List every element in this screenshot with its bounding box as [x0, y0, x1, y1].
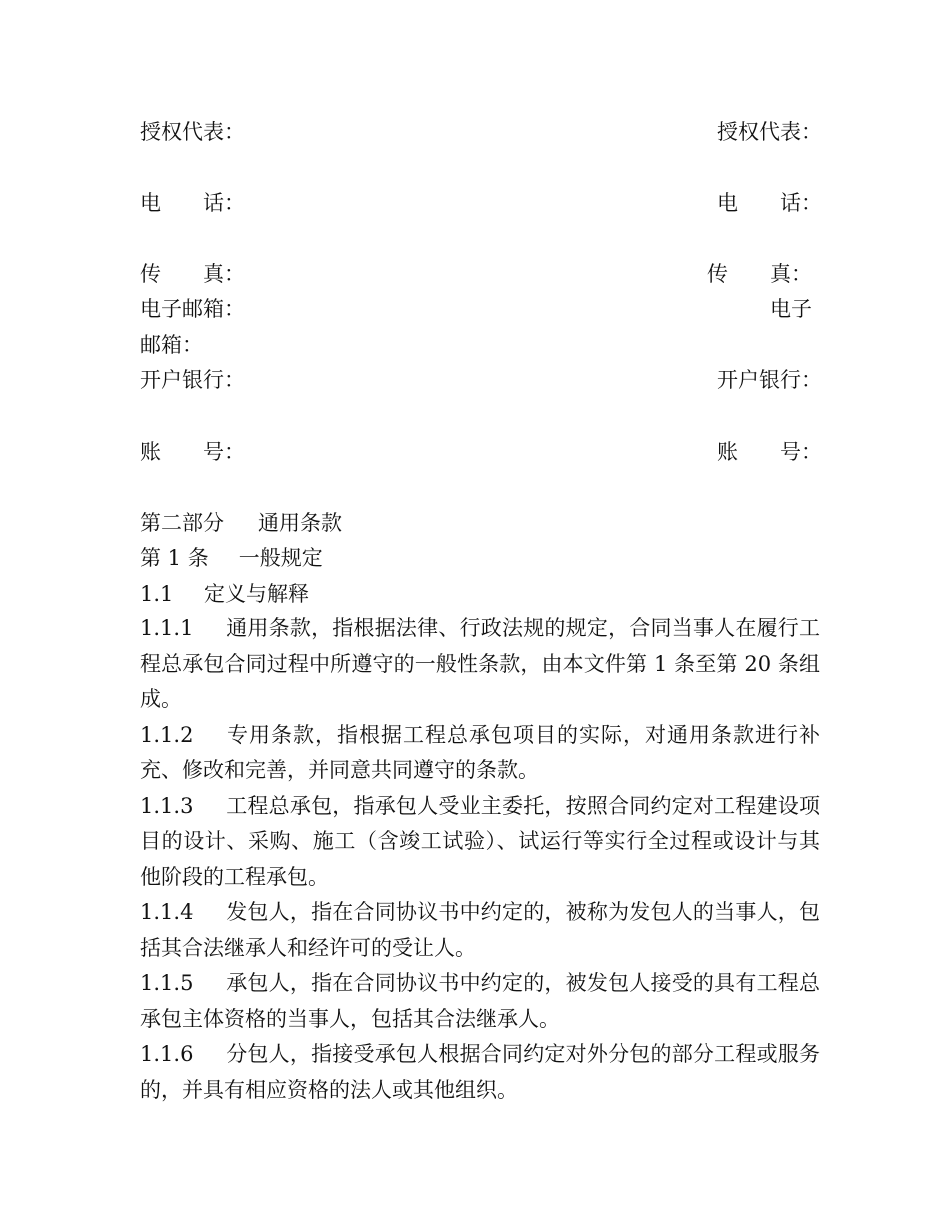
- fax-label-left: 传 真：: [140, 262, 245, 286]
- clause-text: 承包人，指在合同协议书中约定的，被发包人接受的具有工程总承包主体资格的当事人，包括其合法继承人。: [140, 971, 820, 1031]
- clause-number: 1.1.4: [140, 900, 194, 924]
- clause: [140, 966, 820, 1037]
- phone-label-right: 电 话：: [717, 191, 822, 215]
- article-number: 第 1 条: [140, 546, 209, 570]
- section-number: 1.1: [140, 582, 174, 606]
- section-heading: [140, 576, 309, 612]
- fax-label-right: 传 真：: [707, 262, 812, 286]
- clause-number: 1.1.1: [140, 616, 194, 640]
- bank-label-right: 开户银行：: [717, 368, 822, 392]
- email-label-right-part1: 电子: [770, 297, 812, 321]
- clause: [140, 895, 820, 966]
- clause-text: 通用条款，指根据法律、行政法规的规定，合同当事人在履行工程总承包合同过程中所遵守的一般性条款，由本文件第 1 条至第 20 条组成。: [140, 616, 820, 711]
- email-label-continuation: 邮箱：: [140, 333, 203, 357]
- clause: [140, 1037, 820, 1108]
- clause-text: 分包人，指接受承包人根据合同约定对外分包的部分工程或服务的，并具有相应资格的法人或其他组织。: [140, 1042, 820, 1102]
- clause-number: 1.1.2: [140, 722, 194, 747]
- clause-text: 工程总承包，指承包人受业主委托，按照合同约定对工程建设项目的设计、采购、施工（含竣工试验）、试运行等实行全过程或设计与其他阶段的工程承包。: [140, 793, 820, 889]
- clauses-list: [140, 611, 820, 1108]
- clause-number: 1.1.6: [140, 1042, 194, 1066]
- article-title: 一般规定: [238, 546, 323, 570]
- authorized-rep-label-right: 授权代表：: [717, 120, 822, 144]
- clause-number: 1.1.5: [140, 971, 194, 995]
- phone-label-left: 电 话：: [140, 191, 245, 215]
- account-label-left: 账 号：: [140, 440, 245, 464]
- article-heading: [140, 540, 323, 576]
- account-label-right: 账 号：: [717, 440, 822, 464]
- clause: [140, 789, 820, 896]
- part-heading: [140, 505, 342, 541]
- clause-number: 1.1.3: [140, 793, 194, 818]
- email-label-left: 电子邮箱：: [140, 297, 245, 321]
- bank-label-left: 开户银行：: [140, 368, 245, 392]
- clause: [140, 611, 820, 718]
- part-title: 通用条款: [258, 511, 342, 535]
- clause-text: 专用条款，指根据工程总承包项目的实际，对通用条款进行补充、修改和完善，并同意共同遵守的条款。: [140, 722, 820, 782]
- part-number: 第二部分: [140, 511, 224, 535]
- clause-text: 发包人，指在合同协议书中约定的，被称为发包人的当事人，包括其合法继承人和经许可的受让人。: [140, 900, 820, 960]
- clause: [140, 718, 820, 789]
- authorized-rep-label-left: 授权代表：: [140, 120, 245, 144]
- section-title: 定义与解释: [204, 582, 309, 606]
